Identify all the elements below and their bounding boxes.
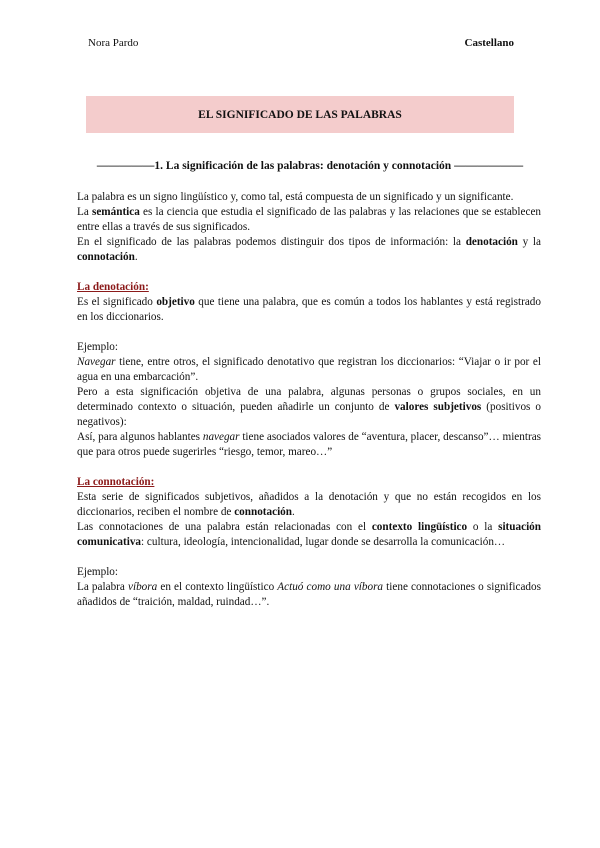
- italic-term: Navegar: [77, 356, 116, 368]
- italic-term: navegar: [202, 431, 240, 443]
- text-run: .: [134, 251, 138, 263]
- connotacion-paragraph-1: [77, 490, 541, 520]
- text-run: tiene connotaciones o significados añadidos de “traición, maldad, ruindad…”.: [77, 581, 541, 608]
- text-run: En el significado de las palabras podemos distinguir dos tipos de información: la: [77, 236, 466, 248]
- bold-term: objetivo: [156, 296, 195, 308]
- text-run: La palabra: [77, 581, 128, 593]
- text-run: Así, para algunos hablantes: [77, 431, 203, 443]
- denotacion-example: [77, 355, 541, 385]
- denotacion-paragraph-1: [77, 295, 541, 325]
- connotacion-example-label: Ejemplo:: [77, 566, 119, 578]
- text-run: La: [77, 206, 92, 218]
- document-body: [77, 190, 541, 610]
- intro-paragraph-2: [77, 205, 541, 235]
- section-heading: —————1. La significación de las palabras: denotación y connotación ——————: [96, 160, 524, 172]
- connotacion-example: [77, 580, 541, 610]
- denotacion-example-label: Ejemplo:: [77, 341, 119, 353]
- text-run: Es el significado: [77, 296, 157, 308]
- text-run: : cultura, ideología, intencionalidad, lugar donde se desarrolla la comunicación…: [141, 536, 506, 548]
- bold-term: connotación: [234, 506, 292, 518]
- bold-term: situación comunicativa: [77, 521, 541, 548]
- bold-term: denotación: [465, 236, 518, 248]
- text-run: tiene asociados valores de “aventura, placer, descanso”… mientras que para otros puede sugerirles “riesgo, temor, mareo…”: [77, 431, 542, 458]
- bold-term: connotación: [77, 251, 135, 263]
- denotacion-heading: La denotación:: [77, 281, 149, 293]
- header-author: Nora Pardo: [88, 37, 139, 49]
- document-title: EL SIGNIFICADO DE LAS PALABRAS: [198, 108, 402, 121]
- bold-term: contexto lingüístico: [371, 521, 468, 533]
- text-run: y la: [517, 236, 541, 248]
- italic-term: víbora: [128, 581, 158, 593]
- intro-paragraph-1: La palabra es un signo lingüístico y, como tal, está compuesta de un significado y un significante.: [77, 191, 514, 203]
- text-run: (positivos o negativos):: [77, 401, 542, 428]
- text-run: es la ciencia que estudia el significado de las palabras y las relaciones que se establecen entre ellas a través de sus significados.: [77, 206, 541, 233]
- text-run: o la: [467, 521, 499, 533]
- text-run: Esta serie de significados subjetivos, añadidos a la denotación y que no están recogidos en los diccionarios, reciben el nombre de: [77, 491, 541, 518]
- denotacion-paragraph-3: [77, 430, 541, 460]
- text-run: Pero a esta significación objetiva de una palabra, algunas personas o grupos sociales, en un determinado contexto o situación, pueden añadirle un conjunto de: [77, 386, 541, 413]
- italic-term: Actuó como una víbora: [277, 581, 384, 593]
- text-run: en el contexto lingüístico: [157, 581, 278, 593]
- denotacion-paragraph-2: [77, 385, 541, 430]
- connotacion-paragraph-2: [77, 520, 541, 550]
- text-run: que tiene una palabra, que es común a todos los hablantes y está registrado en los diccionarios.: [77, 296, 541, 323]
- document-title-banner: [86, 96, 514, 133]
- connotacion-heading: La connotación:: [77, 476, 155, 488]
- bold-term: valores subjetivos: [394, 401, 482, 413]
- intro-paragraph-3: [77, 235, 541, 265]
- bold-term: semántica: [91, 206, 140, 218]
- header-subject: Castellano: [464, 37, 514, 49]
- text-run: tiene, entre otros, el significado denotativo que registran los diccionarios: “Viajar o ir por el agua en una embarcación”.: [77, 356, 541, 383]
- text-run: Las connotaciones de una palabra están relacionadas con el: [77, 521, 372, 533]
- text-run: .: [292, 506, 295, 518]
